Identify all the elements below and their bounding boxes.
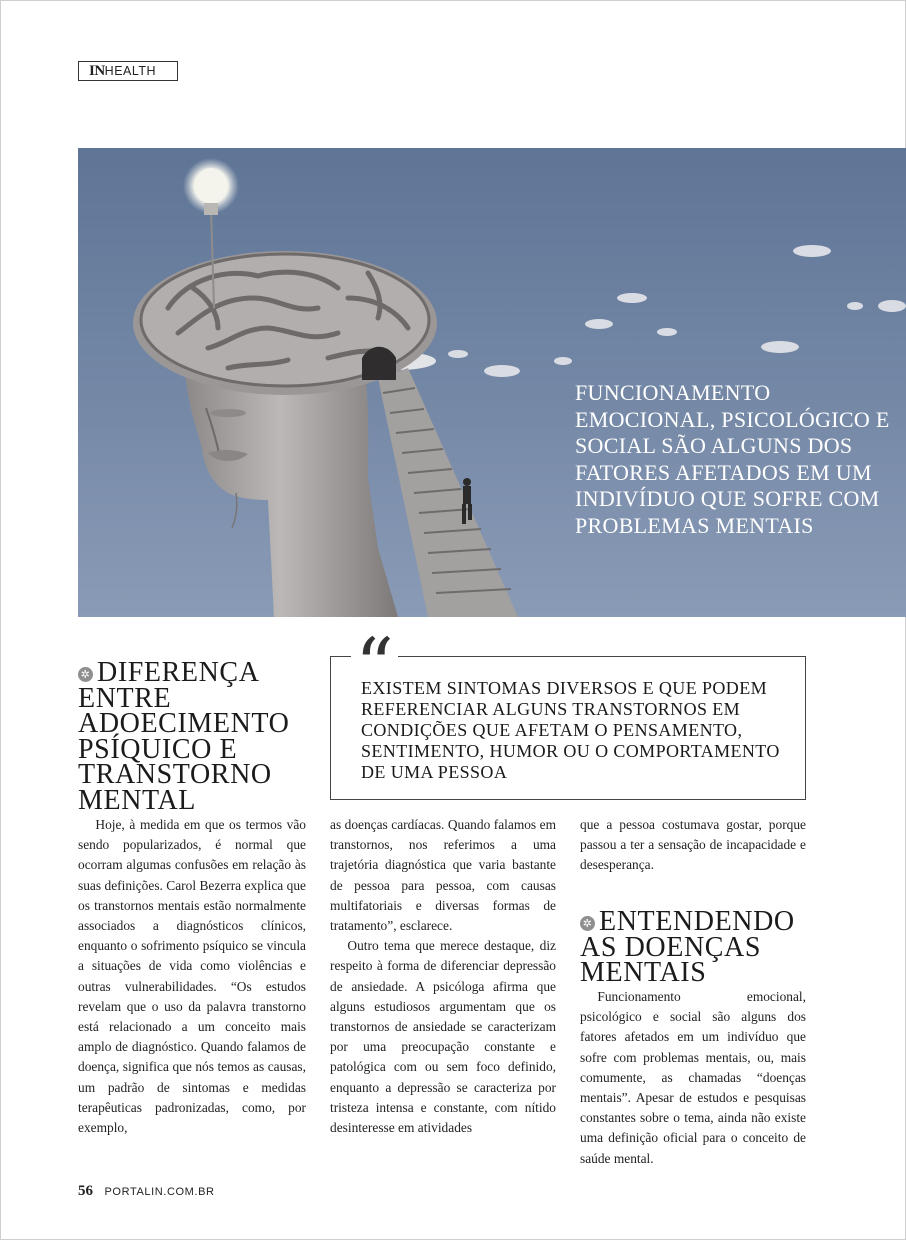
- section-tag-label: HEALTH: [104, 64, 157, 78]
- pull-quote-text: EXISTEM SINTOMAS DIVERSOS E QUE PODEM REFERENCIAR ALGUNS TRANSTORNOS EM CONDIÇÕES QUE AFETAM O PENSAMENTO, SENTIMENTO, HUMOR OU O COMPORTAMENTO DE UMA PESSOA: [361, 678, 780, 782]
- section-tag-bold: IN: [89, 63, 105, 79]
- hero-caption: FUNCIONAMENTO EMOCIONAL, PSICOLÓGICO E SOCIAL SÃO ALGUNS DOS FATORES AFETADOS EM UM INDIVÍDUO QUE SOFRE COM PROBLEMAS MENTAIS: [575, 380, 890, 538]
- paragraph: Funcionamento emocional, psicológico e social são alguns dos fatores afetados em um indivíduo que sofre com problemas mentais, ou, mais comumente, as chamadas “doenças mentais”. Apesar de estudos e pesquisas constantes sobre o tema, ainda não existe uma definição oficial para o conceito de saúde mental.: [580, 989, 806, 1166]
- archway: [362, 347, 396, 380]
- section-heading-text: DIFERENÇA ENTRE ADOECIMENTO PSÍQUICO E TRANSTORNO MENTAL: [78, 657, 290, 816]
- section-heading-text: ENTENDENDO AS DOENÇAS MENTAIS: [580, 906, 795, 988]
- hero-illustration: [78, 148, 906, 617]
- paragraph: Hoje, à medida em que os termos vão sendo popularizados, é normal que ocorram algumas confusões em relação às suas definições. Carol Bezerra explica que os transtornos mentais estão normalmente associados a diagnósticos clínicos, enquanto o sofrimento psíquico se vincula a situações de vida como violências e outras vulnerabilidades. “Os estudos revelam que o uso da palavra transtorno está relacionado a um conceito mais amplo de diagnóstico. Quando falamos de doença, significa que nós temos as causas, um padrão de sintomas e medidas terapêuticas padronizadas, como, por exemplo,: [78, 817, 306, 1136]
- page-number: 56: [78, 1183, 93, 1199]
- section-heading-difference: [78, 657, 318, 816]
- footer-site-url: PORTALIN.COM.BR: [104, 1186, 215, 1198]
- article-column-3-top: [580, 815, 806, 876]
- page-footer: [78, 1183, 215, 1200]
- paragraph: as doenças cardíacas. Quando falamos em transtornos, nos referimos a uma trajetória diagnóstica que varia bastante de pessoa para pessoa, com causas multifatoriais e diversas formas de tratamento”, esclarece.: [330, 817, 556, 934]
- section-tag: [78, 61, 178, 81]
- paragraph: Outro tema que merece destaque, diz respeito à forma de diferenciar depressão de ansiedade. A psicóloga afirma que alguns estudiosos argumentam que os transtornos de ansiedade se caracterizam por uma preocupação constante e patológica com ou sem foco definido, enquanto a depressão se caracteriza por tristeza intensa e constante, com nítido desinteresse em atividades: [330, 938, 556, 1136]
- article-column-3-bottom: [580, 987, 806, 1169]
- quote-mark-icon: “: [351, 631, 398, 685]
- article-column-2: [330, 815, 556, 1138]
- pull-quote: [330, 631, 806, 800]
- section-heading-understanding: [580, 906, 810, 988]
- article-column-1: [78, 815, 306, 1138]
- paragraph: que a pessoa costumava gostar, porque passou a ter a sensação de incapacidade e desesperança.: [580, 817, 806, 873]
- asterisk-bullet-icon: ✲: [580, 916, 595, 931]
- asterisk-bullet-icon: ✲: [78, 667, 93, 682]
